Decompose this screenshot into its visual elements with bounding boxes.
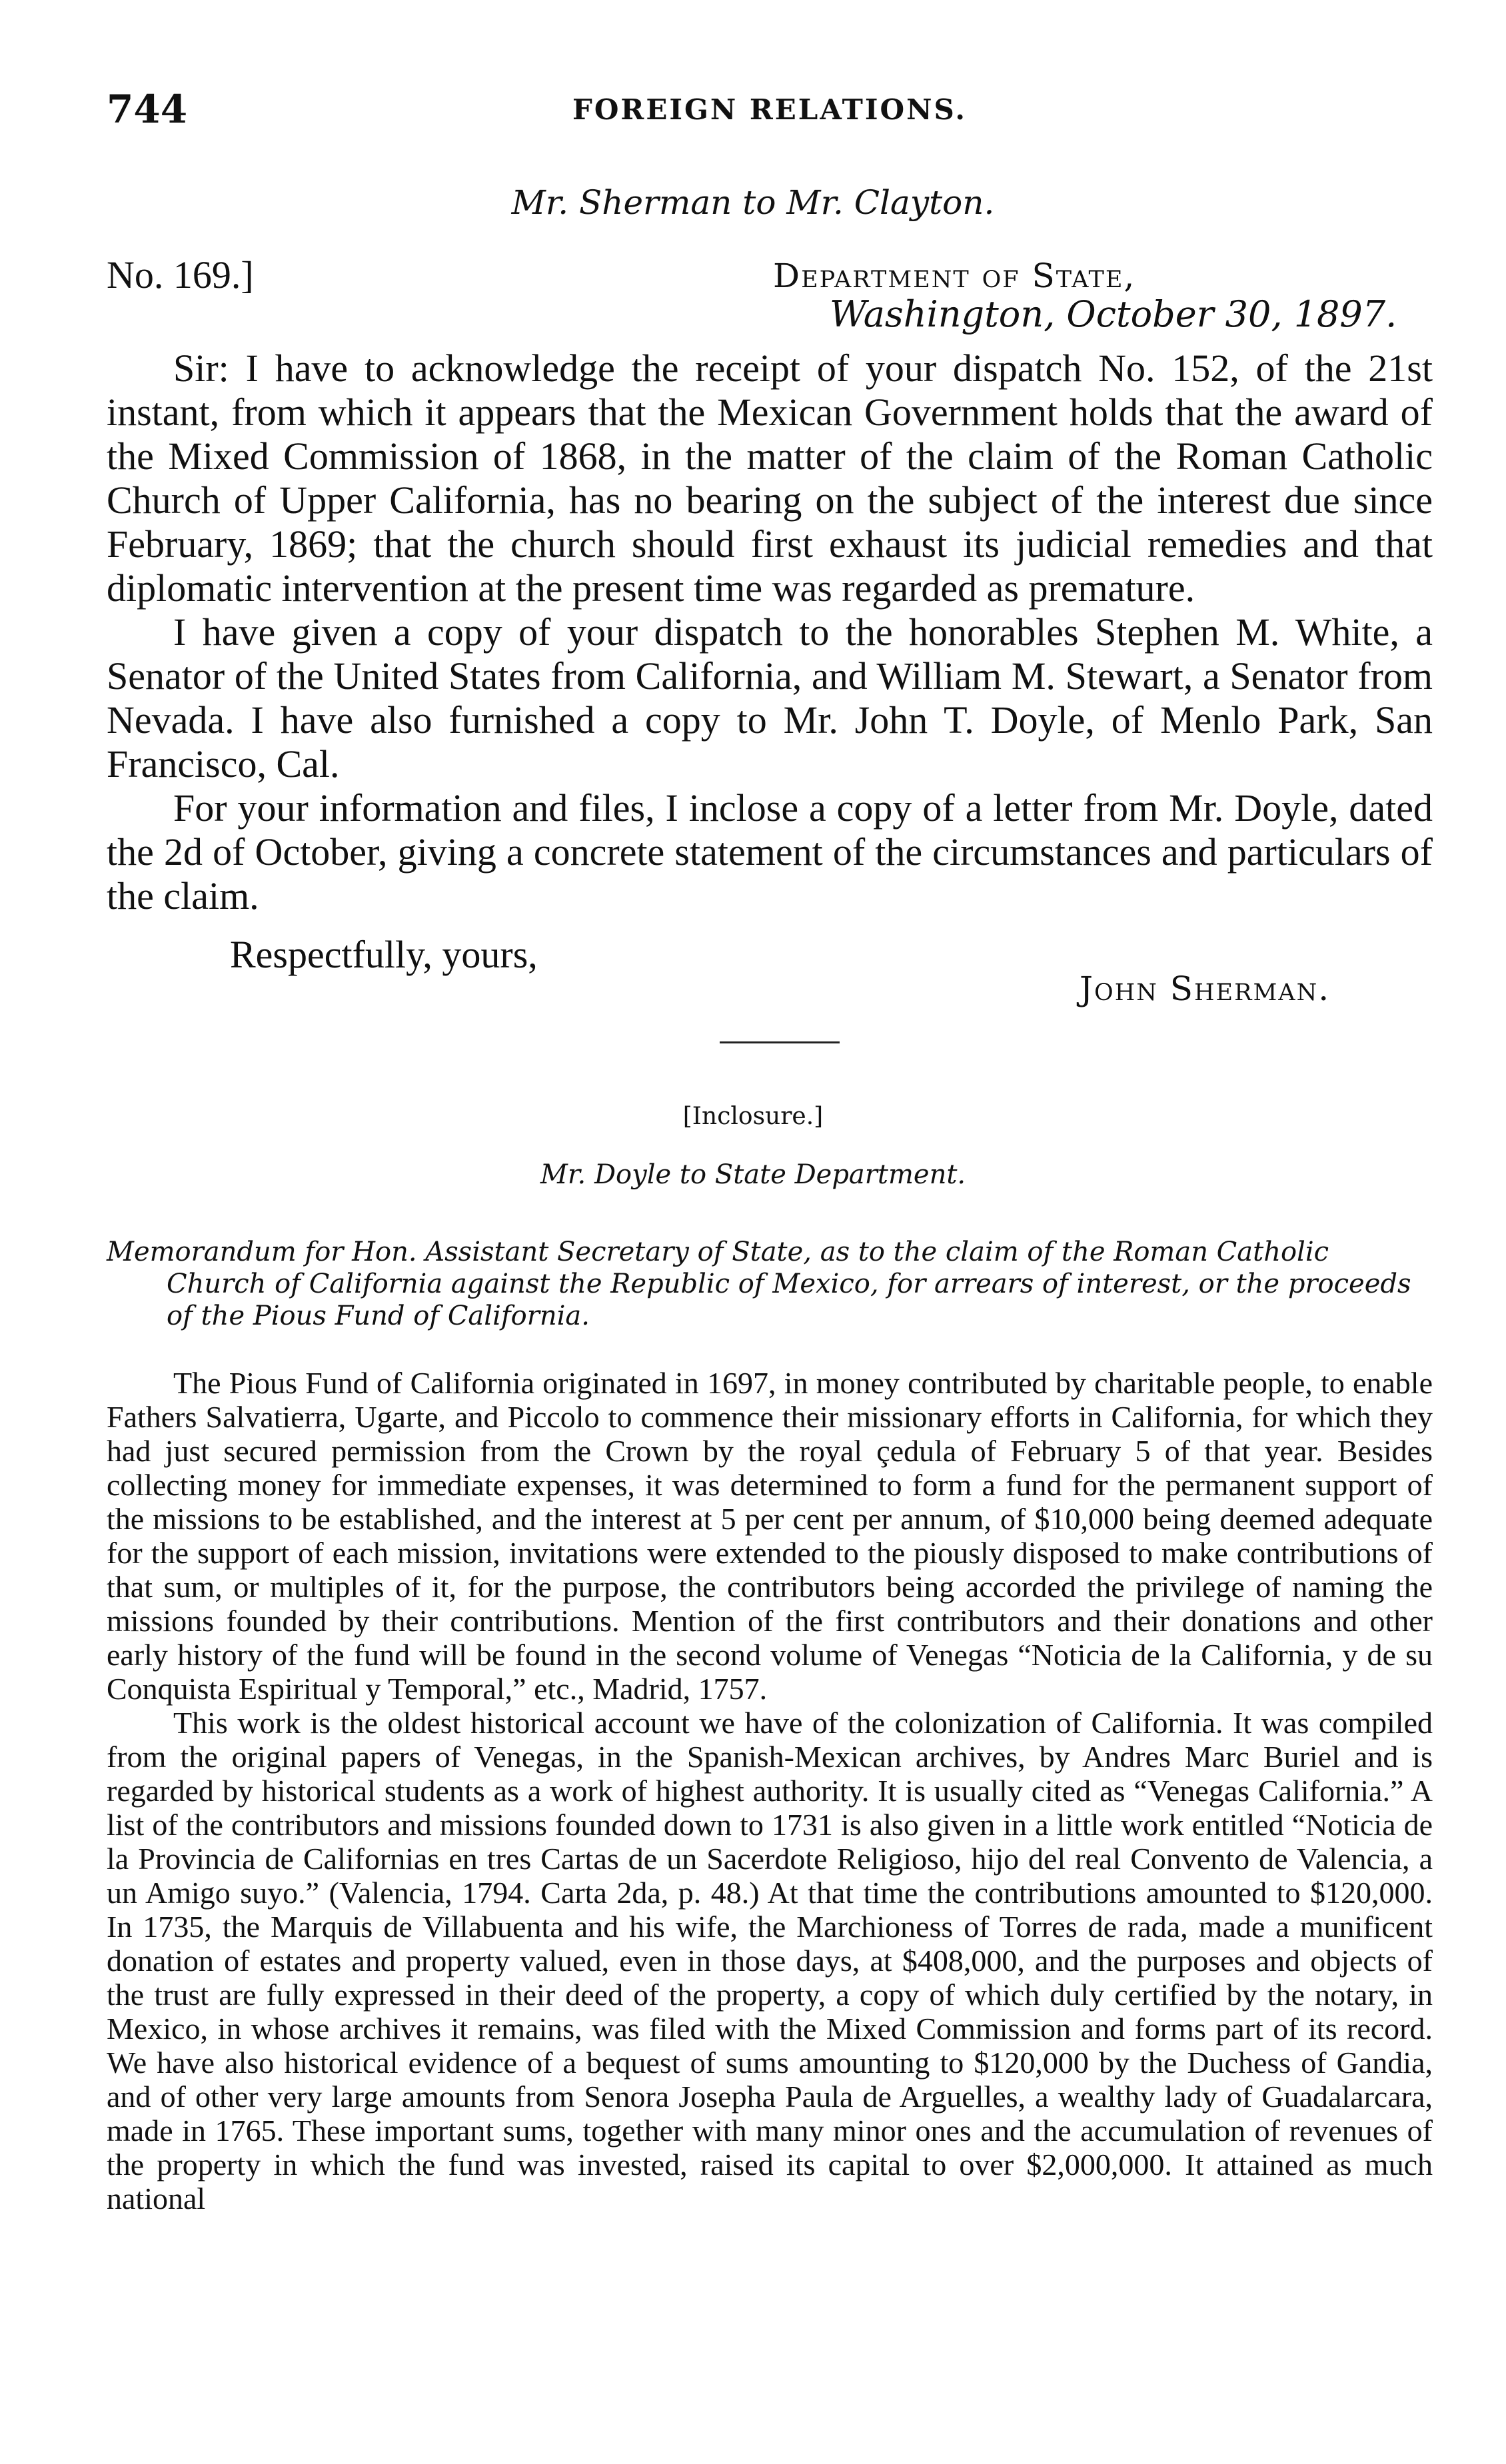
- letter-body: [107, 346, 1433, 918]
- closing: Respectfully, yours,: [230, 933, 538, 976]
- signature: John Sherman.: [1080, 969, 1331, 1008]
- memorandum-paragraph: This work is the oldest historical account we have of the colonization of California. It was compiled from the original papers of Venegas, in the Spanish-Mexican archives, by Andres Marc Buriel and is regarded by historical students as a work of highest authority. It is usually cited as “Venegas California.” A list of the contributors and missions founded down to 1731 is also given in a little work entitled “Noticia de la Provincia de Californias en tres Cartas de un Sacerdote Religioso, hijo del real Convento de Valencia, a un Amigo suyo.” (Valencia, 1794. Carta 2da, p. 48.) At that time the contributions amounted to $120,000. In 1735, the Marquis de Villabuenta and his wife, the Marchioness of Torres de rada, made a munificent donation of estates and property valued, even in those days, at $408,000, and the purposes and objects of the trust are fully expressed in their deed of the property, a copy of which duly certified by the notary, in Mexico, in whose archives it remains, was filed with the Mixed Commission and forms part of its record. We have also historical evidence of a bequest of sums amounting to $120,000 by the Duchess of Gandia, and of other very large amounts from Senora Josepha Paula de Arguelles, a wealthy lady of Guadalarcara, made in 1765. These important sums, together with many minor ones and the accumulation of revenues of the property in which the fund was invested, raised its capital to over $2,000,000. It attained as much national: [107, 1706, 1433, 2215]
- dateline-place-date: Washington, October 30, 1897.: [830, 293, 1397, 335]
- memorandum-body: [107, 1366, 1433, 2445]
- inclosure-label: [Inclosure.]: [682, 1103, 824, 1130]
- letter-paragraph: Sir: I have to acknowledge the receipt of your dispatch No. 152, of the 21st instant, from which it appears that the Mexican Government holds that the award of the Mixed Commission of 1868, in the matter of the claim of the Roman Catholic Church of Upper California, has no bearing on the subject of the interest due since February, 1869; that the church should first exhaust its judicial remedies and that diplomatic intervention at the present time was regarded as premature.: [107, 346, 1433, 610]
- memorandum-title: Memorandum for Hon. Assistant Secretary of State, as to the claim of the Roman Catholic Church of California against the Republic of Mexico, for arrears of interest, or the proceeds of the Pious Fund of California.: [107, 1237, 1411, 1331]
- inclosure-heading: Mr. Doyle to State Department.: [540, 1159, 966, 1190]
- memorandum-paragraph: The Pious Fund of California originated in 1697, in money contributed by charitable people, to enable Fathers Salvatierra, Ugarte, and Piccolo to commence their missionary efforts in California, for which they had just secured permission from the Crown by the royal çedula of February 5 of that year. Besides collecting money for immediate expenses, it was determined to form a fund for the permanent support of the missions to be established, and the interest at 5 per cent per annum, of $10,000 being deemed adequate for the support of each mission, invitations were extended to the piously disposed to make contributions of that sum, or multiples of it, for the purpose, the contributors being accorded the privilege of naming the missions founded by their contributions. Mention of the first contributors and their donations and other early history of the fund will be found in the second volume of Venegas “Noticia de la California, y de su Conquista Espiritual y Temporal,” etc., Madrid, 1757.: [107, 1366, 1433, 1706]
- page-number: 744: [107, 87, 188, 132]
- number-line: No. 169.]: [107, 253, 254, 297]
- letter-paragraph: I have given a copy of your dispatch to the honorables Stephen M. White, a Senator of the United States from California, and William M. Stewart, a Senator from Nevada. I have also furnished a copy to Mr. John T. Doyle, of Menlo Park, San Francisco, Cal.: [107, 610, 1433, 786]
- running-title: FOREIGN RELATIONS.: [572, 93, 967, 126]
- letter-paragraph: For your information and files, I inclose a copy of a letter from Mr. Doyle, dated the 2d of October, giving a concrete statement of the circumstances and particulars of the claim.: [107, 786, 1433, 918]
- running-head: [107, 87, 1433, 132]
- letter-heading: Mr. Sherman to Mr. Clayton.: [511, 183, 995, 222]
- section-divider: [720, 1041, 840, 1043]
- dateline-department: Department of State,: [773, 257, 1136, 295]
